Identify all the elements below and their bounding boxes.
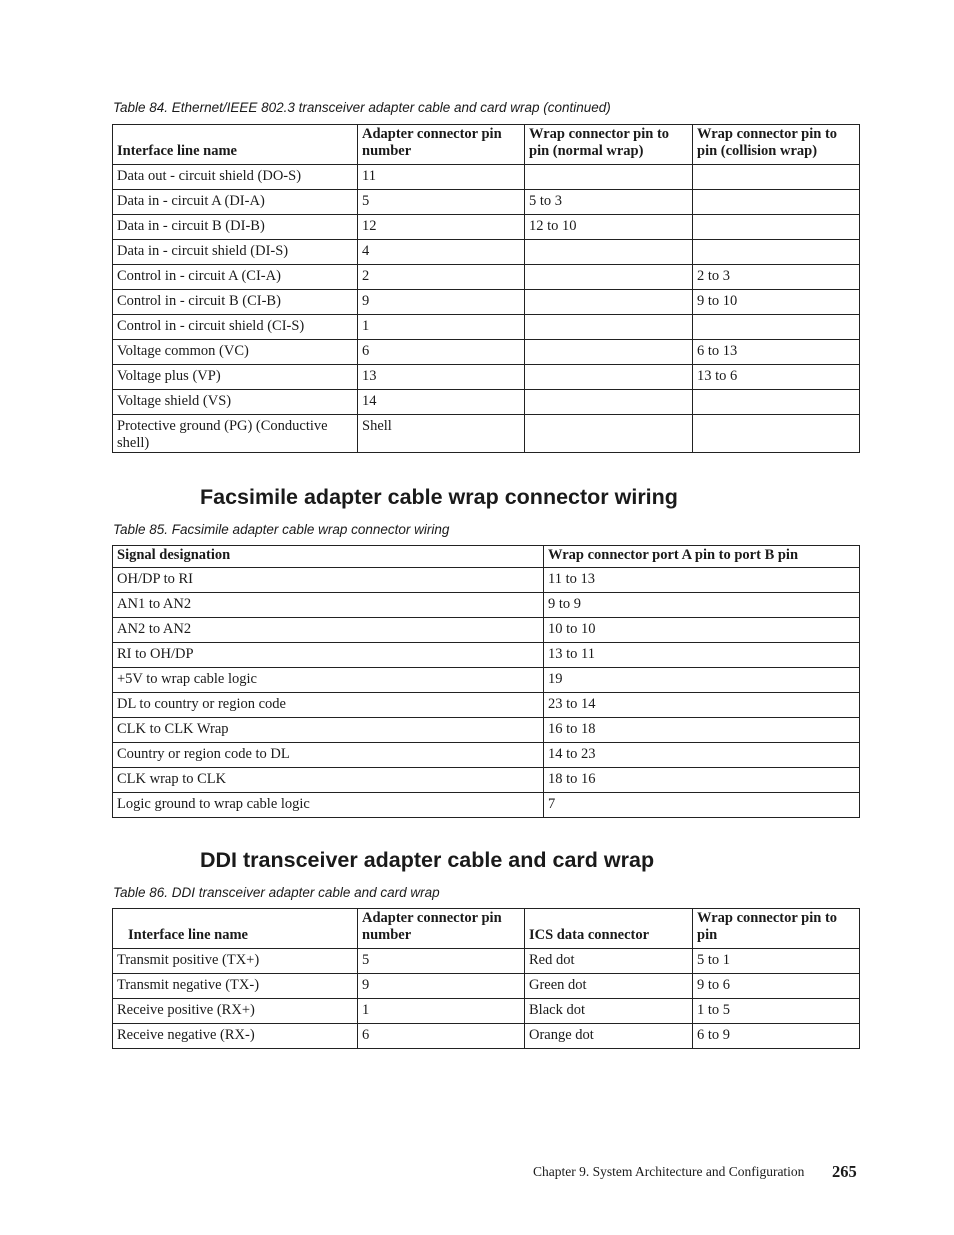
table-86-caption: Table 86. DDI transceiver adapter cable and card wrap bbox=[113, 885, 440, 900]
table-cell: 13 bbox=[358, 365, 525, 390]
table-cell: Data in - circuit A (DI-A) bbox=[113, 190, 358, 215]
column-header: Adapter connector pin number bbox=[358, 909, 525, 949]
table-row bbox=[113, 593, 860, 618]
table-cell: 16 to 18 bbox=[544, 718, 860, 743]
table-cell: Voltage common (VC) bbox=[113, 340, 358, 365]
table-cell: 9 to 6 bbox=[693, 974, 860, 999]
table-cell: Voltage shield (VS) bbox=[113, 390, 358, 415]
table-cell: 9 bbox=[358, 290, 525, 315]
table-row bbox=[113, 165, 860, 190]
table-85-caption: Table 85. Facsimile adapter cable wrap connector wiring bbox=[113, 522, 450, 537]
table-row bbox=[113, 315, 860, 340]
column-header: Adapter connector pin number bbox=[358, 125, 525, 165]
table-row bbox=[113, 999, 860, 1024]
table-84 bbox=[112, 124, 860, 453]
table-cell bbox=[525, 315, 693, 340]
table-cell: AN2 to AN2 bbox=[113, 618, 544, 643]
table-cell bbox=[693, 190, 860, 215]
table-cell: 18 to 16 bbox=[544, 768, 860, 793]
table-cell: 11 to 13 bbox=[544, 568, 860, 593]
table-header-row bbox=[113, 125, 860, 165]
table-cell: AN1 to AN2 bbox=[113, 593, 544, 618]
table-cell bbox=[525, 290, 693, 315]
table-cell: OH/DP to RI bbox=[113, 568, 544, 593]
column-header: Wrap connector port A pin to port B pin bbox=[544, 546, 860, 568]
table-cell: 6 to 13 bbox=[693, 340, 860, 365]
table-cell bbox=[525, 165, 693, 190]
table-84-body bbox=[113, 165, 860, 453]
table-cell: 12 to 10 bbox=[525, 215, 693, 240]
table-cell: 14 bbox=[358, 390, 525, 415]
table-cell bbox=[693, 165, 860, 190]
table-cell: 13 to 6 bbox=[693, 365, 860, 390]
table-cell: Red dot bbox=[525, 949, 693, 974]
table-cell: DL to country or region code bbox=[113, 693, 544, 718]
table-cell: Protective ground (PG) (Conductive shell) bbox=[113, 415, 358, 453]
table-row bbox=[113, 768, 860, 793]
table-cell bbox=[525, 365, 693, 390]
table-cell: RI to OH/DP bbox=[113, 643, 544, 668]
table-cell bbox=[525, 415, 693, 453]
table-row bbox=[113, 340, 860, 365]
table-84-caption: Table 84. Ethernet/IEEE 802.3 transceiver adapter cable and card wrap (continued) bbox=[113, 100, 611, 115]
table-cell: Control in - circuit A (CI-A) bbox=[113, 265, 358, 290]
table-row bbox=[113, 974, 860, 999]
table-86-body bbox=[113, 949, 860, 1049]
table-cell: 13 to 11 bbox=[544, 643, 860, 668]
table-cell bbox=[693, 240, 860, 265]
table-cell: 6 bbox=[358, 1024, 525, 1049]
table-row bbox=[113, 1024, 860, 1049]
footer-chapter: Chapter 9. System Architecture and Configuration bbox=[533, 1164, 805, 1179]
table-cell: 10 to 10 bbox=[544, 618, 860, 643]
table-cell: Control in - circuit B (CI-B) bbox=[113, 290, 358, 315]
table-cell: 2 to 3 bbox=[693, 265, 860, 290]
table-cell: Logic ground to wrap cable logic bbox=[113, 793, 544, 818]
table-cell: 7 bbox=[544, 793, 860, 818]
table-cell: 23 to 14 bbox=[544, 693, 860, 718]
table-cell: Control in - circuit shield (CI-S) bbox=[113, 315, 358, 340]
table-cell: 5 bbox=[358, 949, 525, 974]
table-row bbox=[113, 568, 860, 593]
table-cell: Green dot bbox=[525, 974, 693, 999]
column-header: Interface line name bbox=[113, 125, 358, 165]
table-cell bbox=[693, 415, 860, 453]
page-number: 265 bbox=[832, 1162, 857, 1181]
column-header: Signal designation bbox=[113, 546, 544, 568]
table-cell: +5V to wrap cable logic bbox=[113, 668, 544, 693]
table-cell bbox=[525, 240, 693, 265]
table-cell: 1 to 5 bbox=[693, 999, 860, 1024]
table-cell: 19 bbox=[544, 668, 860, 693]
table-cell: 9 bbox=[358, 974, 525, 999]
table-row bbox=[113, 215, 860, 240]
table-row bbox=[113, 643, 860, 668]
table-row bbox=[113, 949, 860, 974]
column-header: Interface line name bbox=[113, 909, 358, 949]
table-row bbox=[113, 743, 860, 768]
table-row bbox=[113, 190, 860, 215]
table-cell: Data in - circuit shield (DI-S) bbox=[113, 240, 358, 265]
column-header: Wrap connector pin to pin bbox=[693, 909, 860, 949]
table-85-body bbox=[113, 568, 860, 818]
table-row bbox=[113, 390, 860, 415]
table-cell: 6 bbox=[358, 340, 525, 365]
table-cell bbox=[693, 315, 860, 340]
table-cell: 2 bbox=[358, 265, 525, 290]
table-cell: Data out - circuit shield (DO-S) bbox=[113, 165, 358, 190]
table-row bbox=[113, 693, 860, 718]
section-heading-facsimile: Facsimile adapter cable wrap connector wiring bbox=[200, 485, 678, 509]
table-cell bbox=[693, 215, 860, 240]
table-row bbox=[113, 290, 860, 315]
table-row bbox=[113, 365, 860, 390]
table-cell: 12 bbox=[358, 215, 525, 240]
table-cell: Black dot bbox=[525, 999, 693, 1024]
table-cell: 4 bbox=[358, 240, 525, 265]
table-cell: Receive negative (RX-) bbox=[113, 1024, 358, 1049]
table-cell bbox=[693, 390, 860, 415]
section-heading-ddi: DDI transceiver adapter cable and card wrap bbox=[200, 848, 655, 872]
table-86 bbox=[112, 908, 860, 1049]
table-cell: Transmit negative (TX-) bbox=[113, 974, 358, 999]
table-cell: Orange dot bbox=[525, 1024, 693, 1049]
table-cell bbox=[525, 265, 693, 290]
column-header: Wrap connector pin to pin (normal wrap) bbox=[525, 125, 693, 165]
table-cell: 5 to 3 bbox=[525, 190, 693, 215]
table-cell: Data in - circuit B (DI-B) bbox=[113, 215, 358, 240]
table-cell bbox=[525, 340, 693, 365]
table-cell: Voltage plus (VP) bbox=[113, 365, 358, 390]
table-cell: Shell bbox=[358, 415, 525, 453]
table-row bbox=[113, 793, 860, 818]
table-cell: CLK wrap to CLK bbox=[113, 768, 544, 793]
table-row bbox=[113, 415, 860, 453]
table-cell: 5 to 1 bbox=[693, 949, 860, 974]
table-row bbox=[113, 668, 860, 693]
table-row bbox=[113, 618, 860, 643]
column-header: ICS data connector bbox=[525, 909, 693, 949]
table-cell: 1 bbox=[358, 315, 525, 340]
table-cell: 6 to 9 bbox=[693, 1024, 860, 1049]
table-cell: 1 bbox=[358, 999, 525, 1024]
table-cell: Country or region code to DL bbox=[113, 743, 544, 768]
table-cell bbox=[525, 390, 693, 415]
table-cell: 5 bbox=[358, 190, 525, 215]
table-row bbox=[113, 240, 860, 265]
table-cell: Receive positive (RX+) bbox=[113, 999, 358, 1024]
table-header-row bbox=[113, 546, 860, 568]
table-cell: 9 to 10 bbox=[693, 290, 860, 315]
table-cell: 9 to 9 bbox=[544, 593, 860, 618]
table-cell: CLK to CLK Wrap bbox=[113, 718, 544, 743]
table-cell: Transmit positive (TX+) bbox=[113, 949, 358, 974]
table-header-row bbox=[113, 909, 860, 949]
table-row bbox=[113, 265, 860, 290]
table-cell: 14 to 23 bbox=[544, 743, 860, 768]
table-row bbox=[113, 718, 860, 743]
table-85 bbox=[112, 545, 860, 818]
table-cell: 11 bbox=[358, 165, 525, 190]
column-header: Wrap connector pin to pin (collision wrap) bbox=[693, 125, 860, 165]
